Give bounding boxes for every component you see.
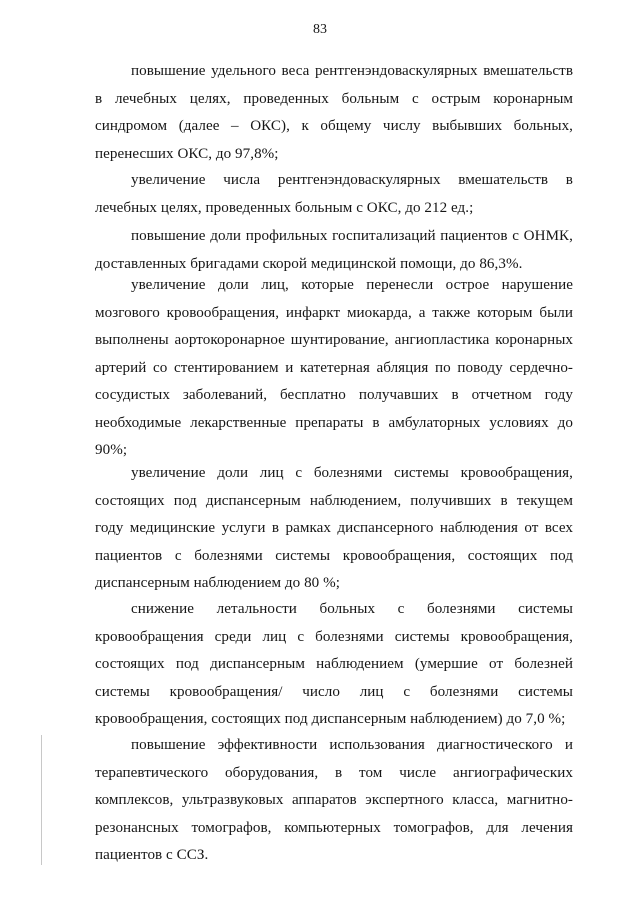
paragraph-equipment-efficiency: повышение эффективности использования диагностического и терапевтического оборудования, в том числе ангиографических комплексов, ультразвуковых аппаратов экспертного класса, магнитно-резонансных томографов, компьютерных томографов, для лечения пациентов с ССЗ.	[95, 737, 573, 863]
paragraph-oks-interventions-count: увеличение числа рентгенэндоваскулярных вмешательств в лечебных целях, проведенных больным с ОКС, до 212 ед.;	[95, 172, 573, 216]
margin-line	[41, 735, 42, 865]
paragraph-oks-interventions-share: повышение удельного веса рентгенэндоваскулярных вмешательств в лечебных целях, проведенных больным с острым коронарным синдромом (далее – ОКС), к общему числу выбывших больных, перенесших ОКС, до 97,8%;	[95, 63, 573, 162]
paragraph-dispensary-services: увеличение доли лиц с болезнями системы кровообращения, состоящих под диспансерным наблюдением, получивших в текущем году медицинские услуги в рамках диспансерного наблюдения от всех пациентов с болезнями системы кровообращения, состоящих под диспансерным наблюдением до 80 %;	[95, 465, 573, 591]
page-number: 83	[313, 22, 327, 37]
paragraph-mortality-reduction: снижение летальности больных с болезнями системы кровообращения среди лиц с болезнями системы кровообращения, состоящих под диспансерным наблюдением (умершие от болезней системы кровообращения/ число лиц с болезнями системы кровообращения, состоящих под диспансерным наблюдением) до 7,0 %;	[95, 601, 573, 727]
paragraph-free-medications: увеличение доли лиц, которые перенесли острое нарушение мозгового кровообращения, инфаркт миокарда, а также которым были выполнены аортокоронарное шунтирование, ангиопластика коронарных артерий со стентированием и катетерная абляция по поводу сердечно-сосудистых заболеваний, бесплатно получавших в отчетном году необходимые лекарственные препараты в амбулаторных условиях до 90%;	[95, 277, 573, 458]
paragraph-onmk-hospitalizations: повышение доли профильных госпитализаций пациентов с ОНМК, доставленных бригадами скорой медицинской помощи, до 86,3%.	[95, 228, 573, 272]
